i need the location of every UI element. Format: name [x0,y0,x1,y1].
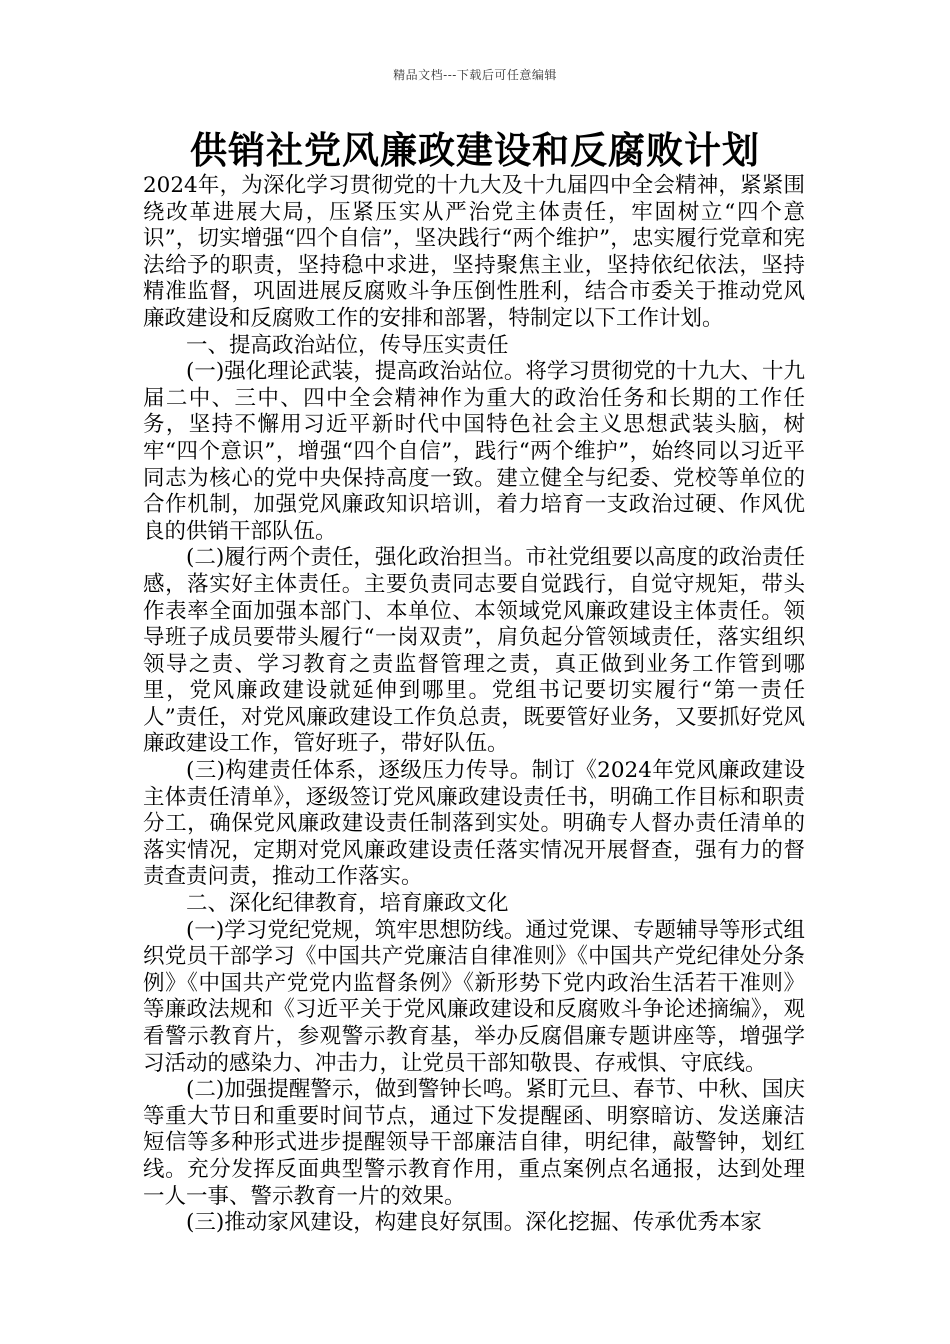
section-heading: 一、提高政治站位，传导压实责任 [186,332,509,358]
paragraph: (二)加强提醒警示，做到警钟长鸣。紧盯元旦、春节、中秋、国庆等重大节日和重要时间节点，通过下发提醒函、明察暗访、发送廉洁短信等多种形式进步提醒领导干部廉洁自律，明纪律，敲警钟，划红线。充分发挥反面典型警示教育作用，重点案例点名通报，达到处理一人一事、警示教育一片的效果。 [143,1077,805,1209]
paragraph: (二)履行两个责任，强化政治担当。市社党组要以高度的政治责任感，落实好主体责任。主要负责同志要自觉践行，自觉守规矩，带头作表率全面加强本部门、本单位、本领域党风廉政建设主体责任。领导班子成员要带头履行“一岗双责”，肩负起分管领域责任，落实组织领导之责、学习教育之责监督管理之责，真正做到业务工作管到哪里，党风廉政建设就延伸到哪里。党组书记要切实履行“第一责任人”责任，对党风廉政建设工作负总责，既要管好业务，又要抓好党风廉政建设工作，管好班子，带好队伍。 [143,545,805,757]
header-note: 精品文档---下载后可任意编辑 [393,68,557,82]
paragraph: (一)强化理论武装，提高政治站位。将学习贯彻党的十九大、十九届二中、三中、四中全会精神作为重大的政治任务和长期的工作任务，坚持不懈用习近平新时代中国特色社会主义思想武装头脑，树牢“四个意识”，增强“四个自信”，践行“两个维护”，始终同以习近平同志为核心的党中央保持高度一致。建立健全与纪委、党校等单位的合作机制，加强党风廉政知识培训，着力培育一支政治过硬、作风优良的供销干部队伍。 [143,359,805,544]
document-body [143,173,805,1237]
paragraph: 2024年，为深化学习贯彻党的十九大及十九届四中全会精神，紧紧围绕改革进展大局，压紧压实从严治党主体责任，牢固树立“四个意识”，切实增强“四个自信”，坚决践行“两个维护”，忠实履行党章和宪法给予的职责，坚持稳中求进，坚持聚焦主业，坚持依纪依法，坚持精准监督，巩固进展反腐败斗争压倒性胜利，结合市委关于推动党风廉政建设和反腐败工作的安排和部署，特制定以下工作计划。 [143,173,805,331]
paragraph: (三)构建责任体系，逐级压力传导。制订《2024年党风廉政建设主体责任清单》，逐级签订党风廉政建设责任书，明确工作目标和职责分工，确保党风廉政建设责任制落到实处。明确专人督办责任清单的落实情况，定期对党风廉政建设责任落实情况开展督查，强有力的督责查责问责，推动工作落实。 [143,758,805,890]
paragraph: (一)学习党纪党规，筑牢思想防线。通过党课、专题辅导等形式组织党员干部学习《中国共产党廉洁自律准则》《中国共产党纪律处分条例》《中国共产党党内监督条例》《新形势下党内政治生活若干准则》等廉政法规和《习近平关于党风廉政建设和反腐败斗争论述摘编》，观看警示教育片，参观警示教育基，举办反腐倡廉专题讲座等，增强学习活动的感染力、冲击力，让党员干部知敬畏、存戒惧、守底线。 [143,917,805,1076]
section-heading: 二、深化纪律教育，培育廉政文化 [186,891,509,917]
paragraph: (三)推动家风建设，构建良好氛围。深化挖掘、传承优秀本家 [186,1210,762,1236]
document-title: 供销社党风廉政建设和反腐败计划 [190,129,760,172]
